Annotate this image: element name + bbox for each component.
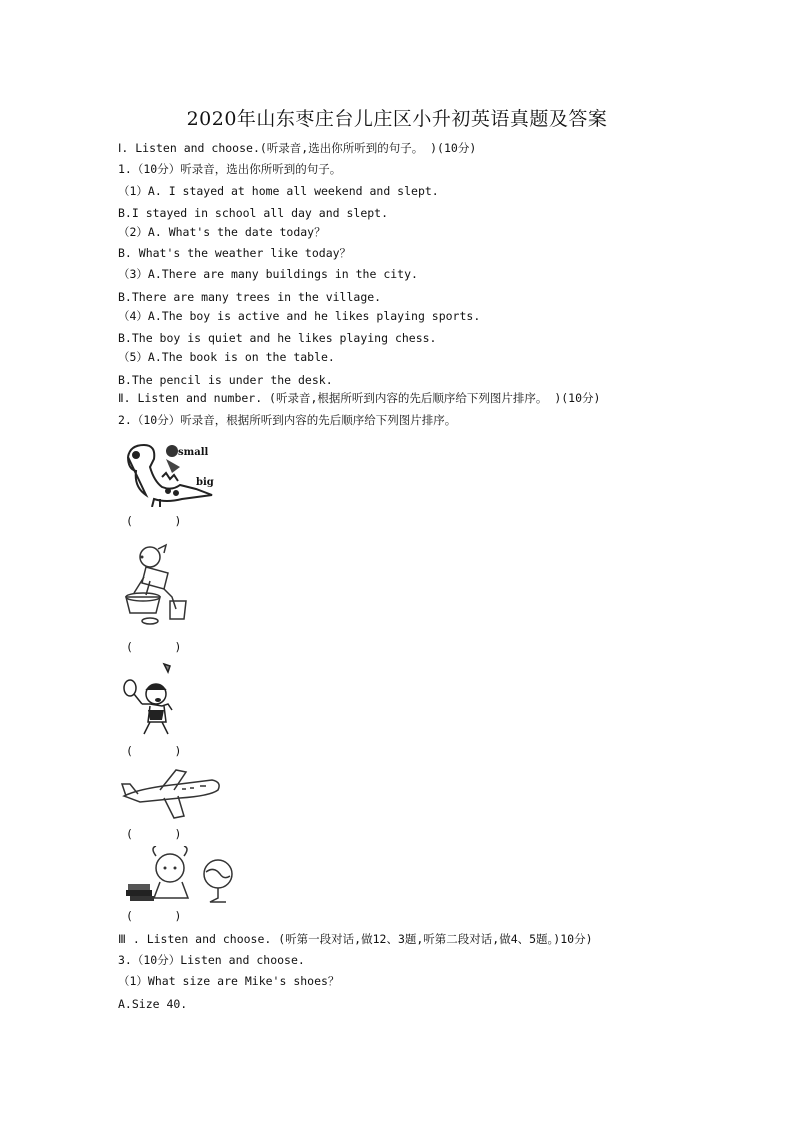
option-5b: B.The pencil is under the desk. [118, 373, 333, 387]
girl-washing-picture [120, 543, 200, 627]
dino-big-label: big [196, 477, 214, 488]
option-3b: B.There are many trees in the village. [118, 290, 382, 304]
badminton-boy-picture [120, 660, 190, 738]
option-3-1a: A.Size 40. [118, 997, 188, 1011]
option-3a: （3）A.There are many buildings in the city. [118, 267, 418, 281]
option-1b: B.I stayed in school all day and slept. [118, 206, 389, 220]
section2-heading: Ⅱ. Listen and number. (听录音,根据所听到内容的先后顺序给下列图片排序。 )(10分) [118, 391, 601, 405]
option-4a: （4）A.The boy is active and he likes playing sports. [118, 309, 481, 323]
answer-blank-5[interactable]: ( ) [126, 909, 182, 923]
dino-small-label: small [178, 447, 209, 458]
question3-intro: 3.（10分）Listen and choose. [118, 953, 305, 967]
answer-blank-3[interactable]: ( ) [126, 744, 182, 758]
option-1a: （1）A. I stayed at home all weekend and slept. [118, 184, 439, 198]
airplane-picture [120, 766, 224, 822]
dinosaur-picture [120, 437, 220, 507]
option-2b: B. What's the weather like today？ [118, 246, 352, 260]
question2-intro: 2.（10分）听录音，根据所听到内容的先后顺序给下列图片排序。 [118, 413, 457, 427]
option-4b: B.The boy is quiet and he likes playing chess. [118, 331, 437, 345]
section1-heading: Ⅰ. Listen and choose.(听录音,选出你所听到的句子。 )(10分) [118, 141, 477, 155]
answer-blank-1[interactable]: ( ) [126, 514, 182, 528]
answer-blank-4[interactable]: ( ) [126, 827, 182, 841]
answer-blank-2[interactable]: ( ) [126, 640, 182, 654]
question3-1: （1）What size are Mike's shoes？ [118, 974, 340, 988]
section3-heading: Ⅲ . Listen and choose. (听第一段对话,做12、3题,听第二段对话,做4、5题。)10分) [118, 932, 593, 946]
option-2a: （2）A. What's the date today？ [118, 225, 326, 239]
girl-studying-picture [120, 846, 236, 906]
question1-intro: 1.（10分）听录音，选出你所听到的句子。 [118, 162, 342, 176]
page-title: 2020年山东枣庄台儿庄区小升初英语真题及答案 [186, 108, 608, 130]
option-5a: （5）A.The book is on the table. [118, 350, 335, 364]
